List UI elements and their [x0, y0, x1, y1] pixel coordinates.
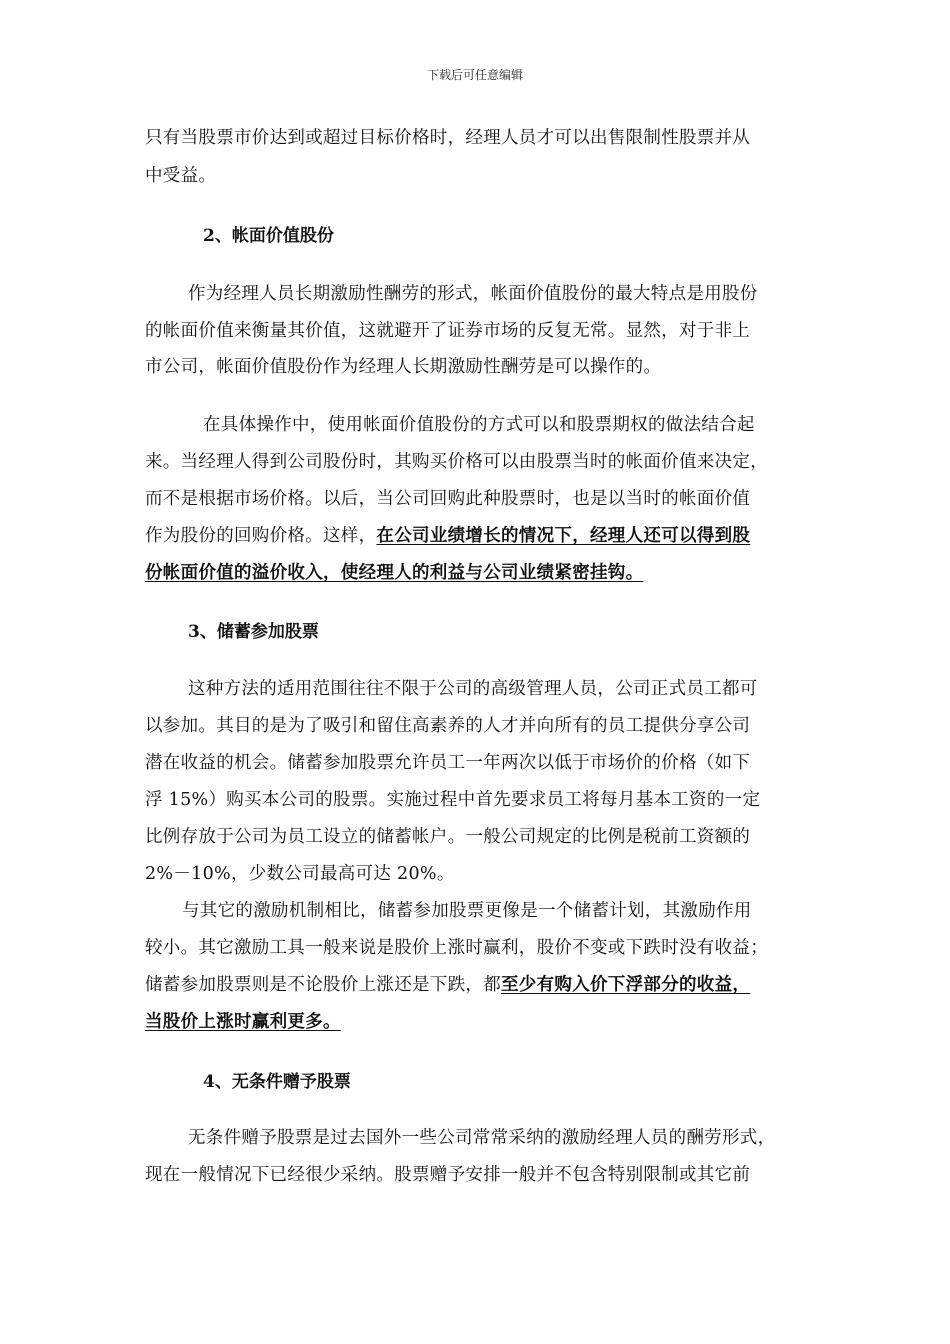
- paragraph-line: 来。当经理人得到公司股份时，其购买价格可以由股票当时的帐面价值来决定，: [145, 452, 768, 472]
- emphasis-text: 当股价上涨时赢利更多。: [145, 1012, 341, 1032]
- section-heading-3: 3、储蓄参加股票: [188, 622, 319, 642]
- page-header: 下载后可任意编辑: [426, 68, 523, 82]
- paragraph-line: [145, 971, 750, 996]
- paragraph-line: 的帐面价值来衡量其价值，这就避开了证券市场的反复无常。显然，对于非上: [145, 321, 751, 341]
- emphasis-text: 至少有购入价下浮部分的收益，: [501, 975, 751, 995]
- paragraph-line: 2%－10%，少数公司最高可达 20%。: [145, 864, 455, 884]
- paragraph-line: 现在一般情况下已经很少采纳。股票赠予安排一般并不包含特别限制或其它前: [145, 1165, 751, 1185]
- paragraph-line: 只有当股票市价达到或超过目标价格时，经理人员才可以出售限制性股票并从: [145, 128, 751, 148]
- paragraph-line: 以参加。其目的是为了吸引和留住高素养的人才并向所有的员工提供分享公司: [145, 716, 751, 736]
- paragraph-line: 市公司，帐面价值股份作为经理人长期激励性酬劳是可以操作的。: [145, 357, 662, 377]
- paragraph-line: 作为经理人员长期激励性酬劳的形式，帐面价值股份的最大特点是用股份: [188, 284, 758, 304]
- paragraph-line: 浮 15%）购买本公司的股票。实施过程中首先要求员工将每月基本工资的一定: [145, 790, 761, 810]
- paragraph-line: 中受益。: [145, 166, 217, 186]
- paragraph-line: [145, 522, 750, 547]
- paragraph-line: 与其它的激励机制相比，储蓄参加股票更像是一个储蓄计划，其激励作用: [182, 901, 752, 921]
- section-heading-4: 4、无条件赠予股票: [203, 1072, 351, 1092]
- paragraph-line: 这种方法的适用范围往往不限于公司的高级管理人员，公司正式员工都可: [188, 679, 758, 699]
- emphasis-text: 在公司业绩增长的情况下，经理人还可以得到股: [376, 526, 751, 546]
- paragraph-line: [145, 1008, 341, 1033]
- paragraph-line: 比例存放于公司为员工设立的储蓄帐户。一般公司规定的比例是税前工资额的: [145, 827, 751, 847]
- paragraph-line: [145, 559, 643, 584]
- paragraph-line: 在具体操作中，使用帐面价值股份的方式可以和股票期权的做法结合起: [203, 415, 755, 435]
- paragraph-line: 而不是根据市场价格。以后，当公司回购此种股票时，也是以当时的帐面价值: [145, 489, 751, 509]
- plain-text: 储蓄参加股票则是不论股价上涨还是下跌，都: [145, 975, 501, 995]
- emphasis-text: 份帐面价值的溢价收入，使经理人的利益与公司业绩紧密挂钩。: [145, 563, 644, 583]
- paragraph-line: 潜在收益的机会。储蓄参加股票允许员工一年两次以低于市场价的价格（如下: [145, 753, 751, 773]
- paragraph-line: 较小。其它激励工具一般来说是股价上涨时赢利，股价不变或下跌时没有收益；: [145, 938, 768, 958]
- plain-text: 作为股份的回购价格。这样，: [145, 526, 377, 546]
- paragraph-line: 无条件赠予股票是过去国外一些公司常常采纳的激励经理人员的酬劳形式，: [188, 1128, 776, 1148]
- section-heading-2: 2、帐面价值股份: [203, 226, 334, 246]
